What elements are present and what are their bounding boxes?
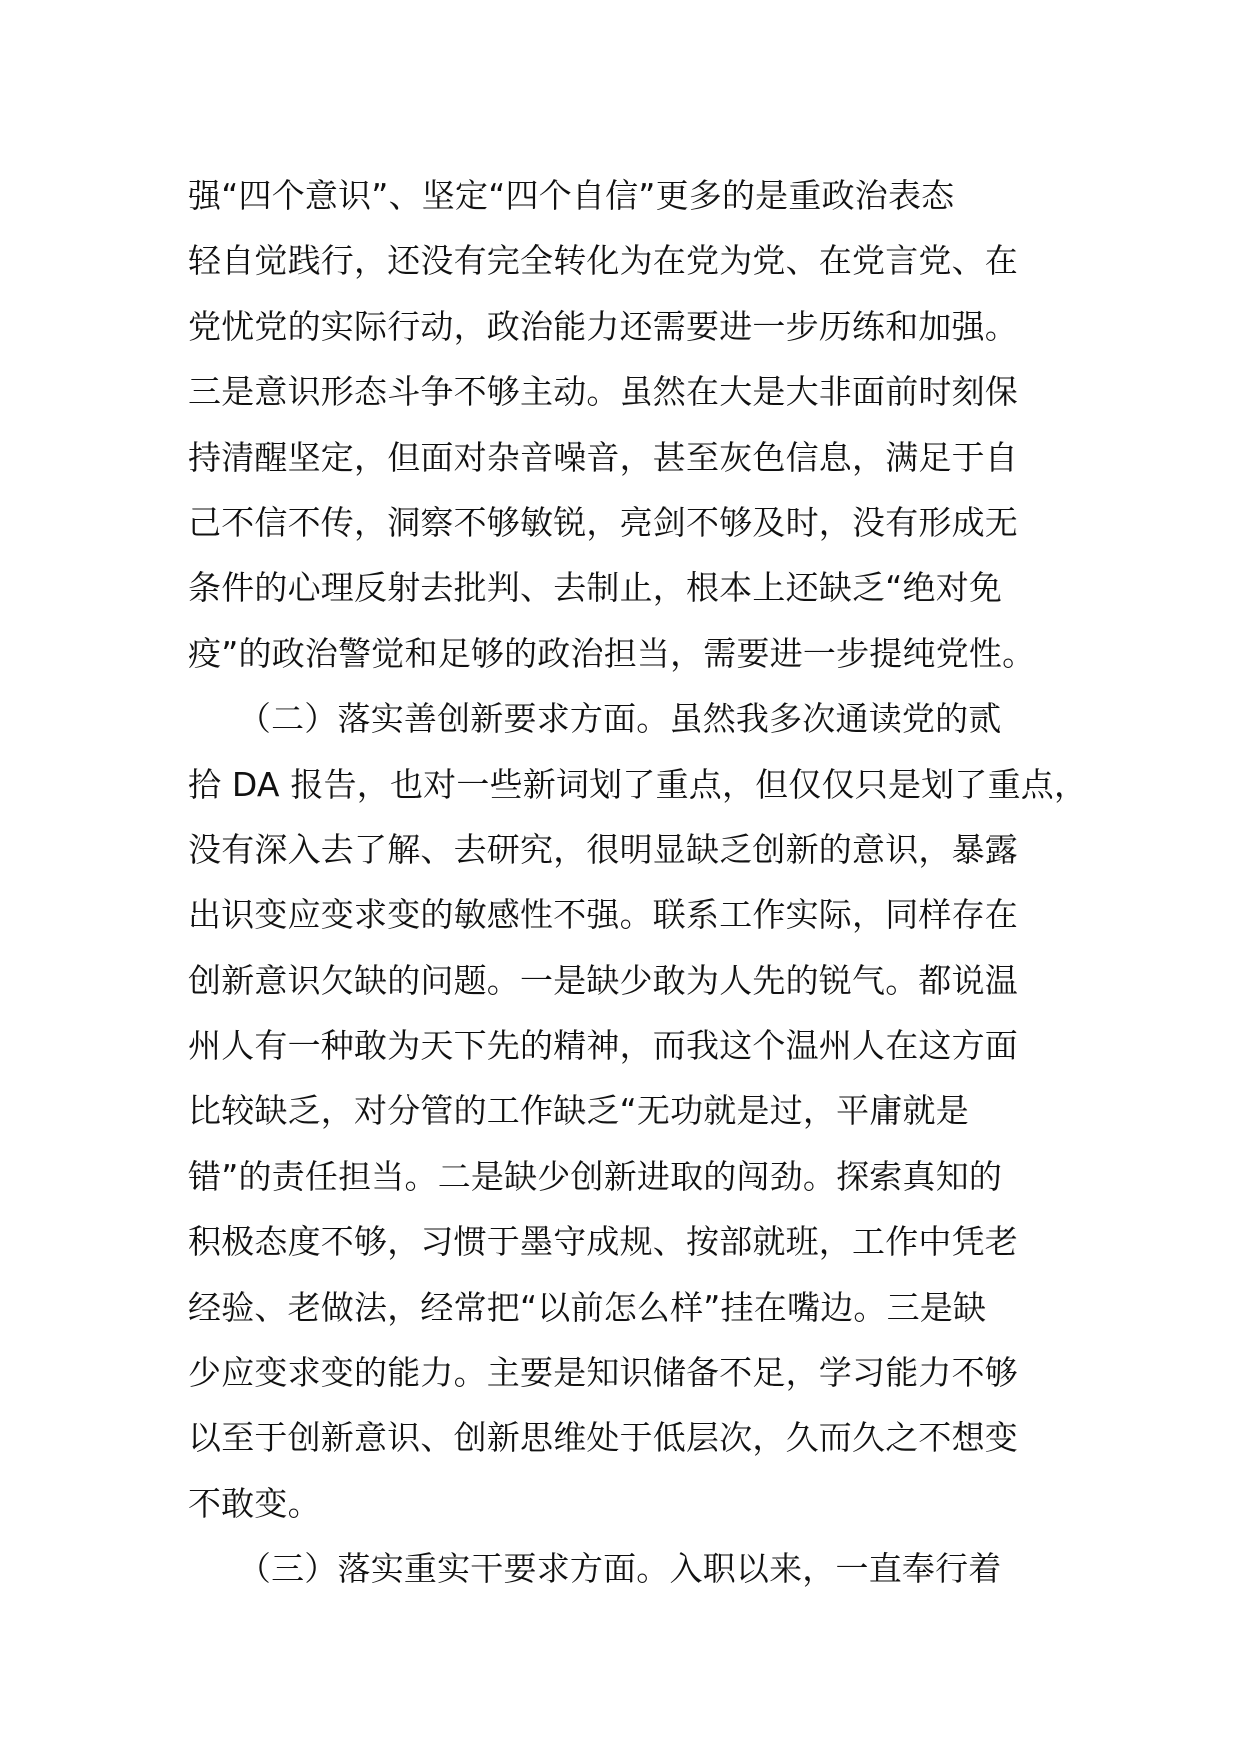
text-line: 积极态度不够，习惯于墨守成规、按部就班，工作中凭老 <box>188 1222 1018 1262</box>
text-line: 拾 DA 报告，也对一些新词划了重点，但仅仅只是划了重点， <box>188 764 1088 804</box>
text-line: 持清醒坚定，但面对杂音噪音，甚至灰色信息，满足于自 <box>188 437 1018 477</box>
text-line: 创新意识欠缺的问题。一是缺少敢为人先的锐气。都说温 <box>188 960 1018 1000</box>
text-line: 强“四个意识”、坚定“四个自信”更多的是重政治表态 <box>188 176 955 215</box>
text-line: 不敢变。 <box>188 1483 321 1523</box>
text-line: 党忧党的实际行动，政治能力还需要进一步历练和加强。 <box>188 306 1018 346</box>
text-line: （三）落实重实干要求方面。入职以来，一直奉行着 <box>188 1549 1002 1589</box>
text-line: 三是意识形态斗争不够主动。虽然在大是大非面前时刻保 <box>188 372 1018 412</box>
text-line: 出识变应变求变的敏感性不强。联系工作实际，同样存在 <box>188 895 1018 935</box>
text-line: 少应变求变的能力。主要是知识储备不足，学习能力不够 <box>188 1353 1018 1393</box>
text-line: 疫”的政治警觉和足够的政治担当，需要进一步提纯党性。 <box>188 633 1036 673</box>
text-line: 州人有一种敢为天下先的精神，而我这个温州人在这方面 <box>188 1026 1018 1066</box>
text-line: 没有深入去了解、去研究，很明显缺乏创新的意识，暴露 <box>188 829 1018 869</box>
text-line: 轻自觉践行，还没有完全转化为在党为党、在党言党、在 <box>188 241 1018 281</box>
text-line: 比较缺乏，对分管的工作缺乏“无功就是过，平庸就是 <box>188 1091 969 1131</box>
text-line: 以至于创新意识、创新思维处于低层次，久而久之不想变 <box>188 1418 1018 1458</box>
text-line: 错”的责任担当。二是缺少创新进取的闯劲。探索真知的 <box>188 1156 1003 1196</box>
text-line: 经验、老做法，经常把“以前怎么样”挂在嘴边。三是缺 <box>188 1287 987 1327</box>
text-line: （二）落实善创新要求方面。虽然我多次通读党的贰 <box>188 699 1002 739</box>
text-line: 己不信不传，洞察不够敏锐，亮剑不够及时，没有形成无 <box>188 502 1018 542</box>
text-line: 条件的心理反射去批判、去制止，根本上还缺乏“绝对免 <box>188 568 1003 608</box>
body-text <box>188 163 1088 1602</box>
